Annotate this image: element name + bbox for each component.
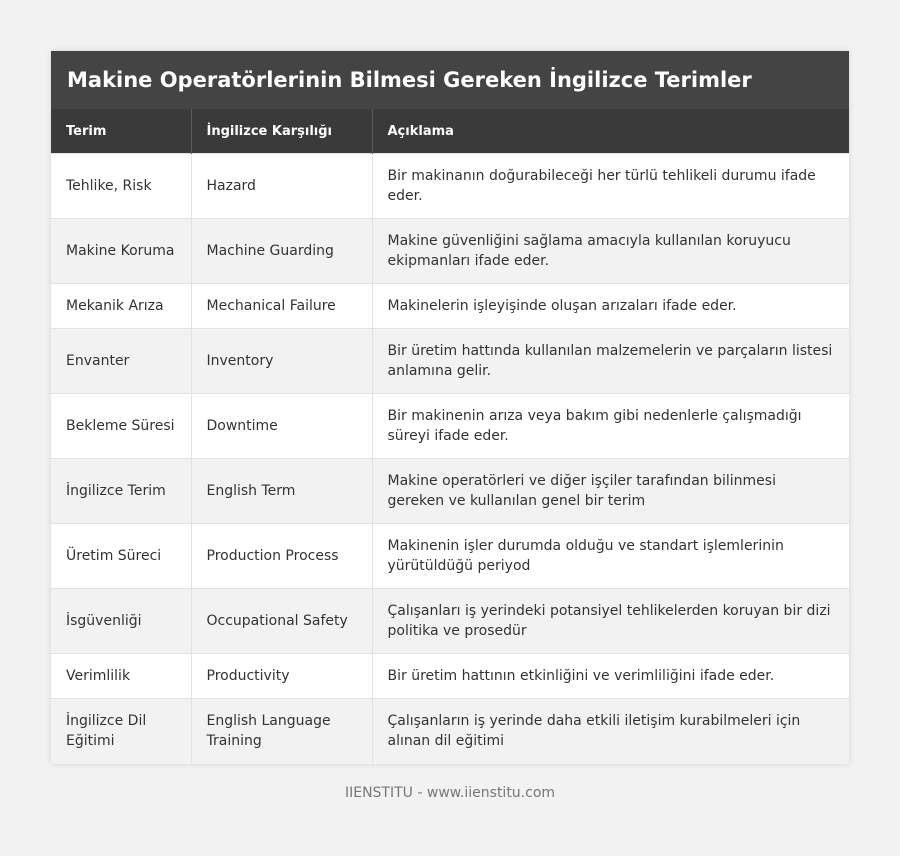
english-cell: English Term <box>191 459 372 524</box>
term-cell: Makine Koruma <box>51 219 191 284</box>
english-cell: English Language Training <box>191 699 372 764</box>
table-title: Makine Operatörlerinin Bilmesi Gereken İngilizce Terimler <box>51 51 849 109</box>
table-row <box>51 699 849 764</box>
description-cell: Çalışanların iş yerinde daha etkili iletişim kurabilmeleri için alınan dil eğitimi <box>372 699 849 764</box>
description-cell: Bir makinanın doğurabileceği her türlü tehlikeli durumu ifade eder. <box>372 154 849 219</box>
english-cell: Production Process <box>191 524 372 589</box>
description-cell: Bir üretim hattında kullanılan malzemelerin ve parçaların listesi anlamına gelir. <box>372 329 849 394</box>
description-cell: Bir üretim hattının etkinliğini ve verimliliğini ifade eder. <box>372 654 849 699</box>
table-row <box>51 459 849 524</box>
table-row <box>51 524 849 589</box>
description-cell: Çalışanları iş yerindeki potansiyel tehlikelerden koruyan bir dizi politika ve prosedür <box>372 589 849 654</box>
table-row <box>51 654 849 699</box>
table-row <box>51 284 849 329</box>
column-header-description: Açıklama <box>372 109 849 154</box>
english-cell: Downtime <box>191 394 372 459</box>
term-cell: İsgüvenliği <box>51 589 191 654</box>
table-row <box>51 219 849 284</box>
term-cell: Bekleme Süresi <box>51 394 191 459</box>
description-cell: Makine operatörleri ve diğer işçiler tarafından bilinmesi gereken ve kullanılan genel bir terim <box>372 459 849 524</box>
english-cell: Inventory <box>191 329 372 394</box>
term-cell: Üretim Süreci <box>51 524 191 589</box>
table-row <box>51 394 849 459</box>
term-cell: Verimlilik <box>51 654 191 699</box>
table-row <box>51 154 849 219</box>
english-cell: Mechanical Failure <box>191 284 372 329</box>
table-row <box>51 589 849 654</box>
footer-credit: IIENSTITU - www.iienstitu.com <box>344 785 556 801</box>
term-cell: Envanter <box>51 329 191 394</box>
term-cell: Mekanik Arıza <box>51 284 191 329</box>
term-cell: İngilizce Dil Eğitimi <box>51 699 191 764</box>
description-cell: Bir makinenin arıza veya bakım gibi nedenlerle çalışmadığı süreyi ifade eder. <box>372 394 849 459</box>
english-cell: Occupational Safety <box>191 589 372 654</box>
table-row <box>51 329 849 394</box>
terms-table <box>51 109 849 764</box>
english-cell: Productivity <box>191 654 372 699</box>
english-cell: Machine Guarding <box>191 219 372 284</box>
term-cell: İngilizce Terim <box>51 459 191 524</box>
english-cell: Hazard <box>191 154 372 219</box>
header-row <box>51 109 849 154</box>
description-cell: Makinenin işler durumda olduğu ve standart işlemlerinin yürütüldüğü periyod <box>372 524 849 589</box>
terms-card <box>51 51 849 764</box>
term-cell: Tehlike, Risk <box>51 154 191 219</box>
description-cell: Makinelerin işleyişinde oluşan arızaları ifade eder. <box>372 284 849 329</box>
description-cell: Makine güvenliğini sağlama amacıyla kullanılan koruyucu ekipmanları ifade eder. <box>372 219 849 284</box>
column-header-english: İngilizce Karşılığı <box>191 109 372 154</box>
column-header-term: Terim <box>51 109 191 154</box>
